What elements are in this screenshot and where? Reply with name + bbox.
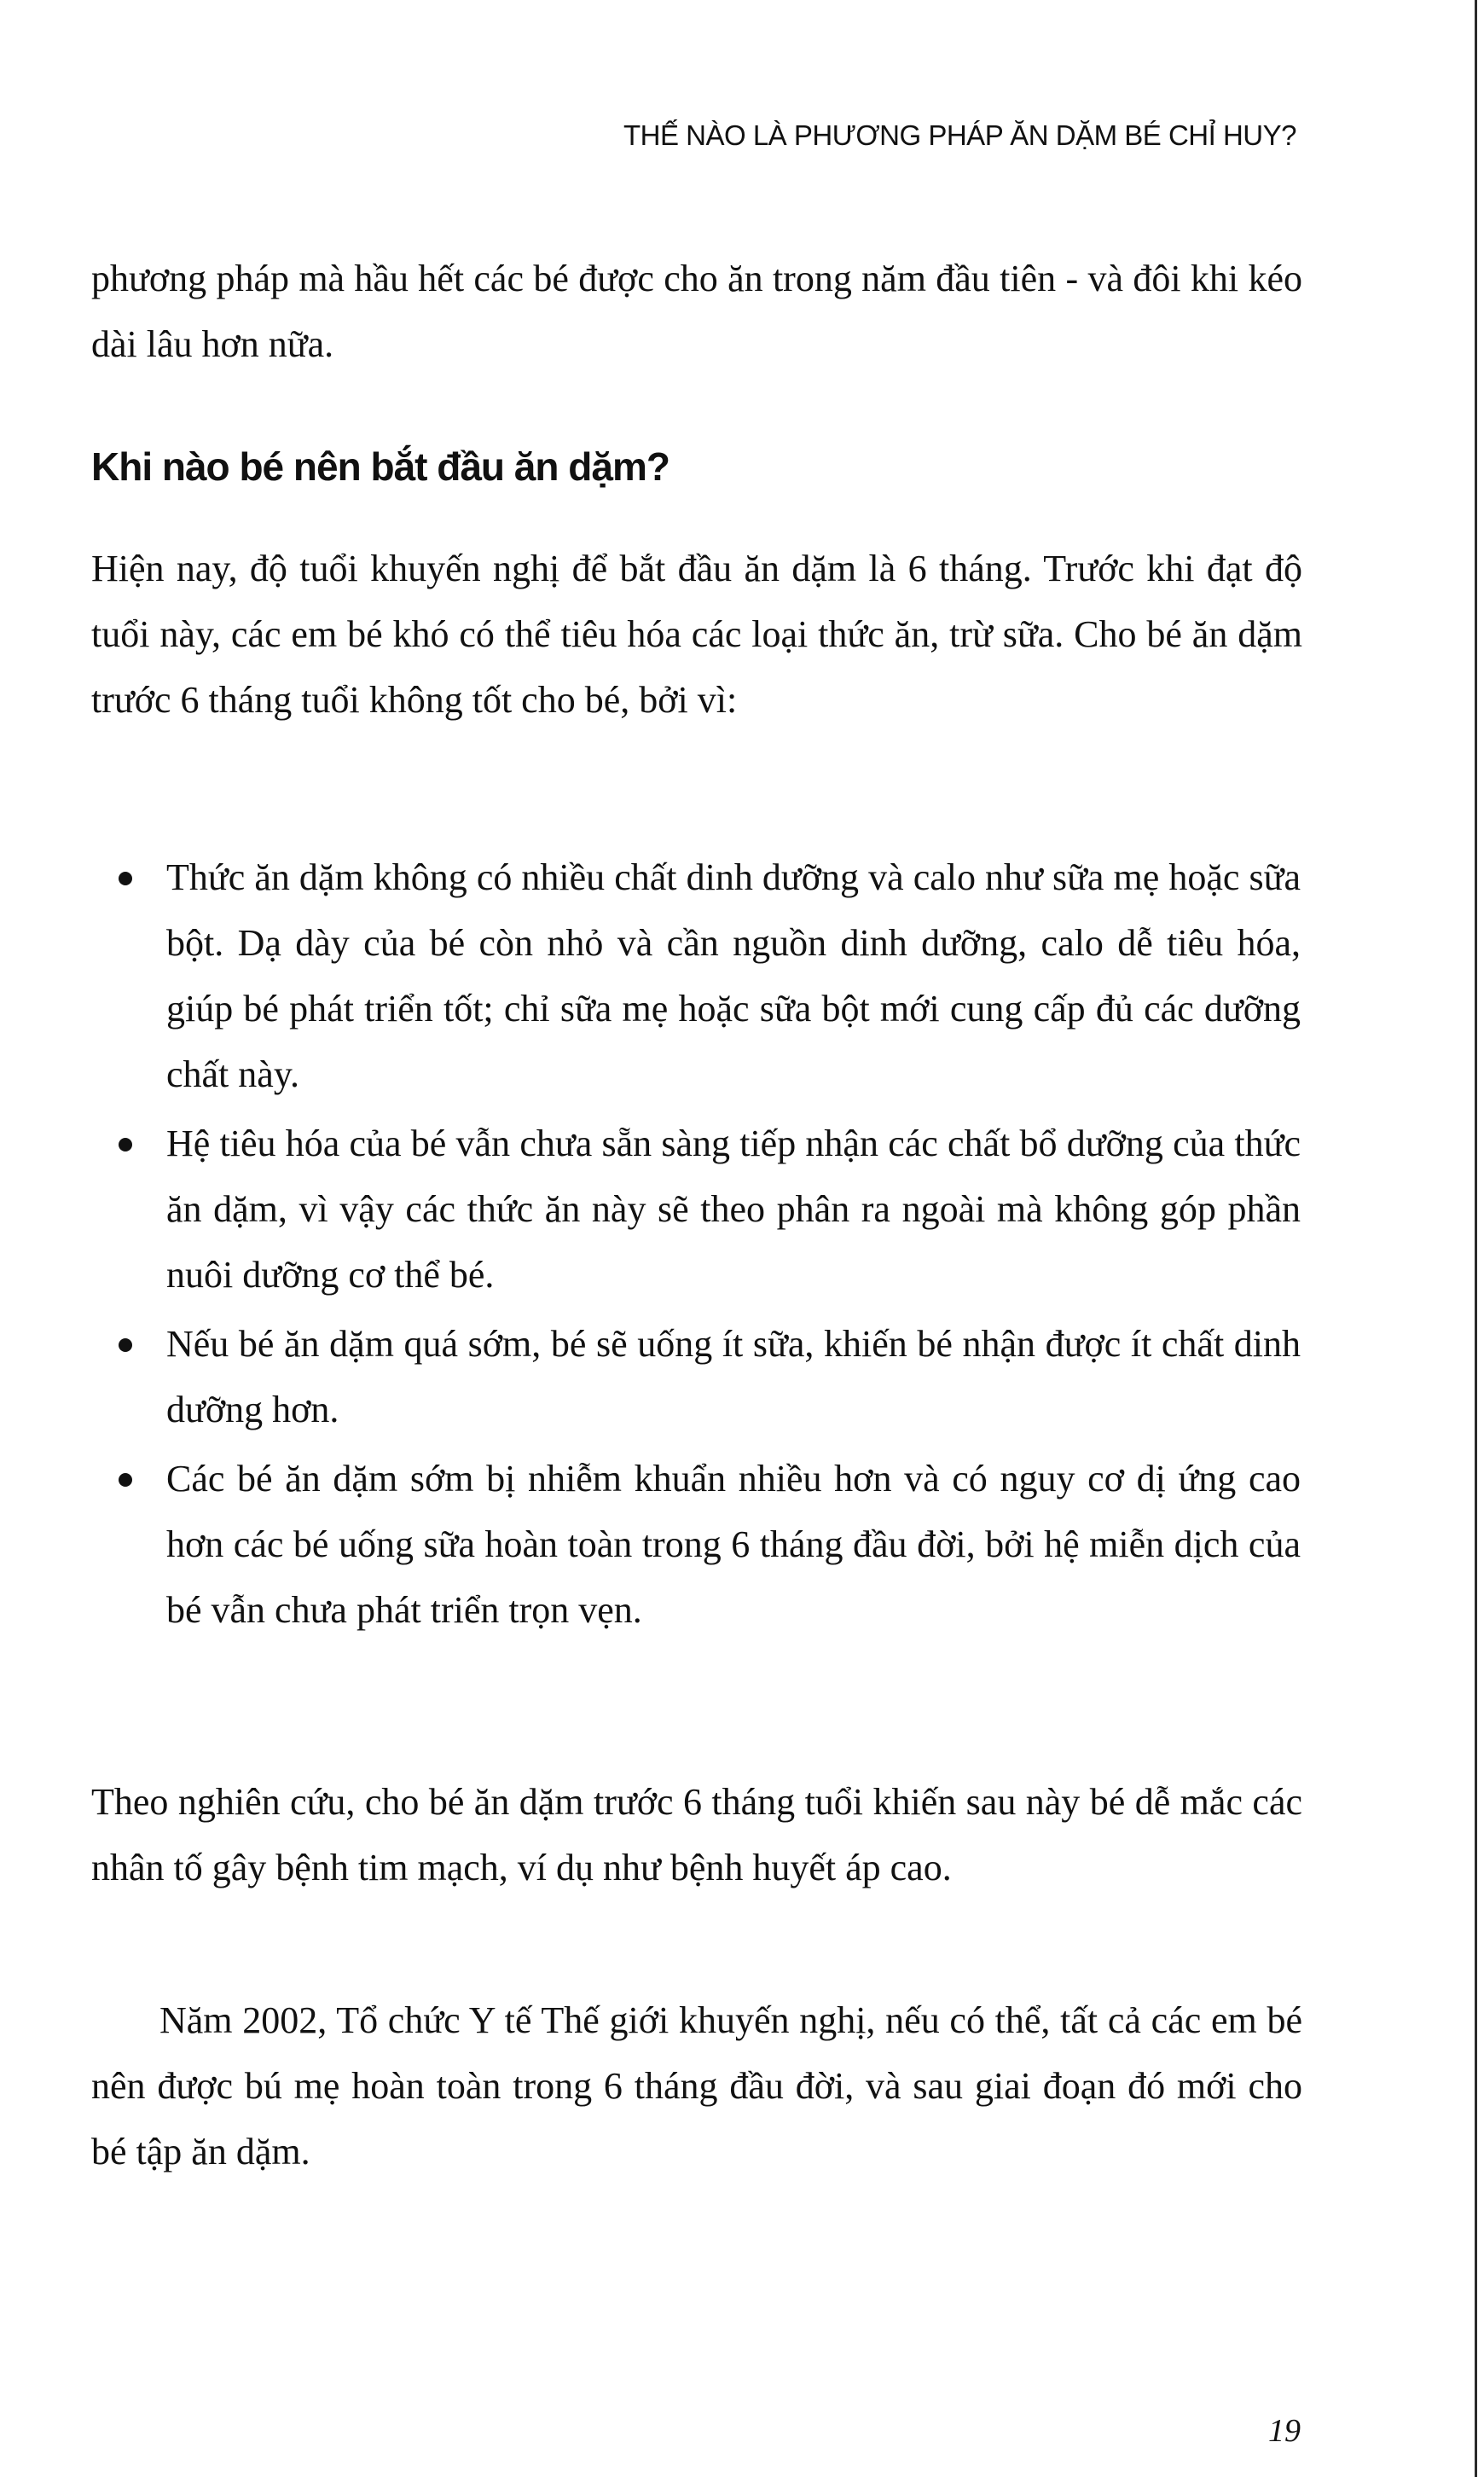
list-item-text: Nếu bé ăn dặm quá sớm, bé sẽ uống ít sữa, khiến bé nhận được ít chất dinh dưỡng hơn. bbox=[166, 1323, 1301, 1430]
list-item-text: Thức ăn dặm không có nhiều chất dinh dưỡng và calo như sữa mẹ hoặc sữa bột. Dạ dày của bé còn nhỏ và cần nguồn dinh dưỡng, calo dễ tiêu hóa, giúp bé phát triển tốt; chỉ sữa mẹ hoặc sữa bột mới cung cấp đủ các dưỡng chất này. bbox=[166, 856, 1301, 1095]
list-item bbox=[166, 844, 1301, 1107]
running-header: THẾ NÀO LÀ PHƯƠNG PHÁP ĂN DẶM BÉ CHỈ HUY? bbox=[623, 119, 1296, 151]
bullet-list bbox=[166, 844, 1301, 1646]
paragraph-age: Hiện nay, độ tuổi khuyến nghị để bắt đầu ăn dặm là 6 tháng. Trước khi đạt độ tuổi này, các em bé khó có thể tiêu hóa các loại thức ăn, trừ sữa. Cho bé ăn dặm trước 6 tháng tuổi không tốt cho bé, bởi vì: bbox=[91, 548, 1302, 721]
bullet-icon bbox=[119, 1138, 132, 1151]
bullet-icon bbox=[119, 1473, 132, 1487]
bullet-icon bbox=[119, 872, 132, 885]
paragraph-who: Năm 2002, Tổ chức Y tế Thế giới khuyến nghị, nếu có thể, tất cả các em bé nên được bú mẹ hoàn toàn trong 6 tháng đầu đời, và sau giai đoạn đó mới cho bé tập ăn dặm. bbox=[91, 1999, 1302, 2172]
list-item bbox=[166, 1111, 1301, 1308]
section-heading: Khi nào bé nên bắt đầu ăn dặm? bbox=[91, 444, 670, 489]
list-item bbox=[166, 1311, 1301, 1442]
page-number: 19 bbox=[1268, 2413, 1301, 2449]
list-item-text: Hệ tiêu hóa của bé vẫn chưa sẵn sàng tiếp nhận các chất bổ dưỡng của thức ăn dặm, vì vậy các thức ăn này sẽ theo phân ra ngoài mà không góp phần nuôi dưỡng cơ thể bé. bbox=[166, 1122, 1301, 1296]
page-edge-line bbox=[1475, 0, 1477, 2477]
paragraph-research: Theo nghiên cứu, cho bé ăn dặm trước 6 tháng tuổi khiến sau này bé dễ mắc các nhân tố gây bệnh tim mạch, ví dụ như bệnh huyết áp cao. bbox=[91, 1781, 1302, 1888]
list-item bbox=[166, 1446, 1301, 1643]
list-item-text: Các bé ăn dặm sớm bị nhiễm khuẩn nhiều hơn và có nguy cơ dị ứng cao hơn các bé uống sữa hoàn toàn trong 6 tháng đầu đời, bởi hệ miễn dịch của bé vẫn chưa phát triển trọn vẹn. bbox=[166, 1458, 1301, 1631]
bullet-icon bbox=[119, 1338, 132, 1352]
paragraph-intro: phương pháp mà hầu hết các bé được cho ăn trong năm đầu tiên - và đôi khi kéo dài lâu hơn nữa. bbox=[91, 258, 1302, 365]
